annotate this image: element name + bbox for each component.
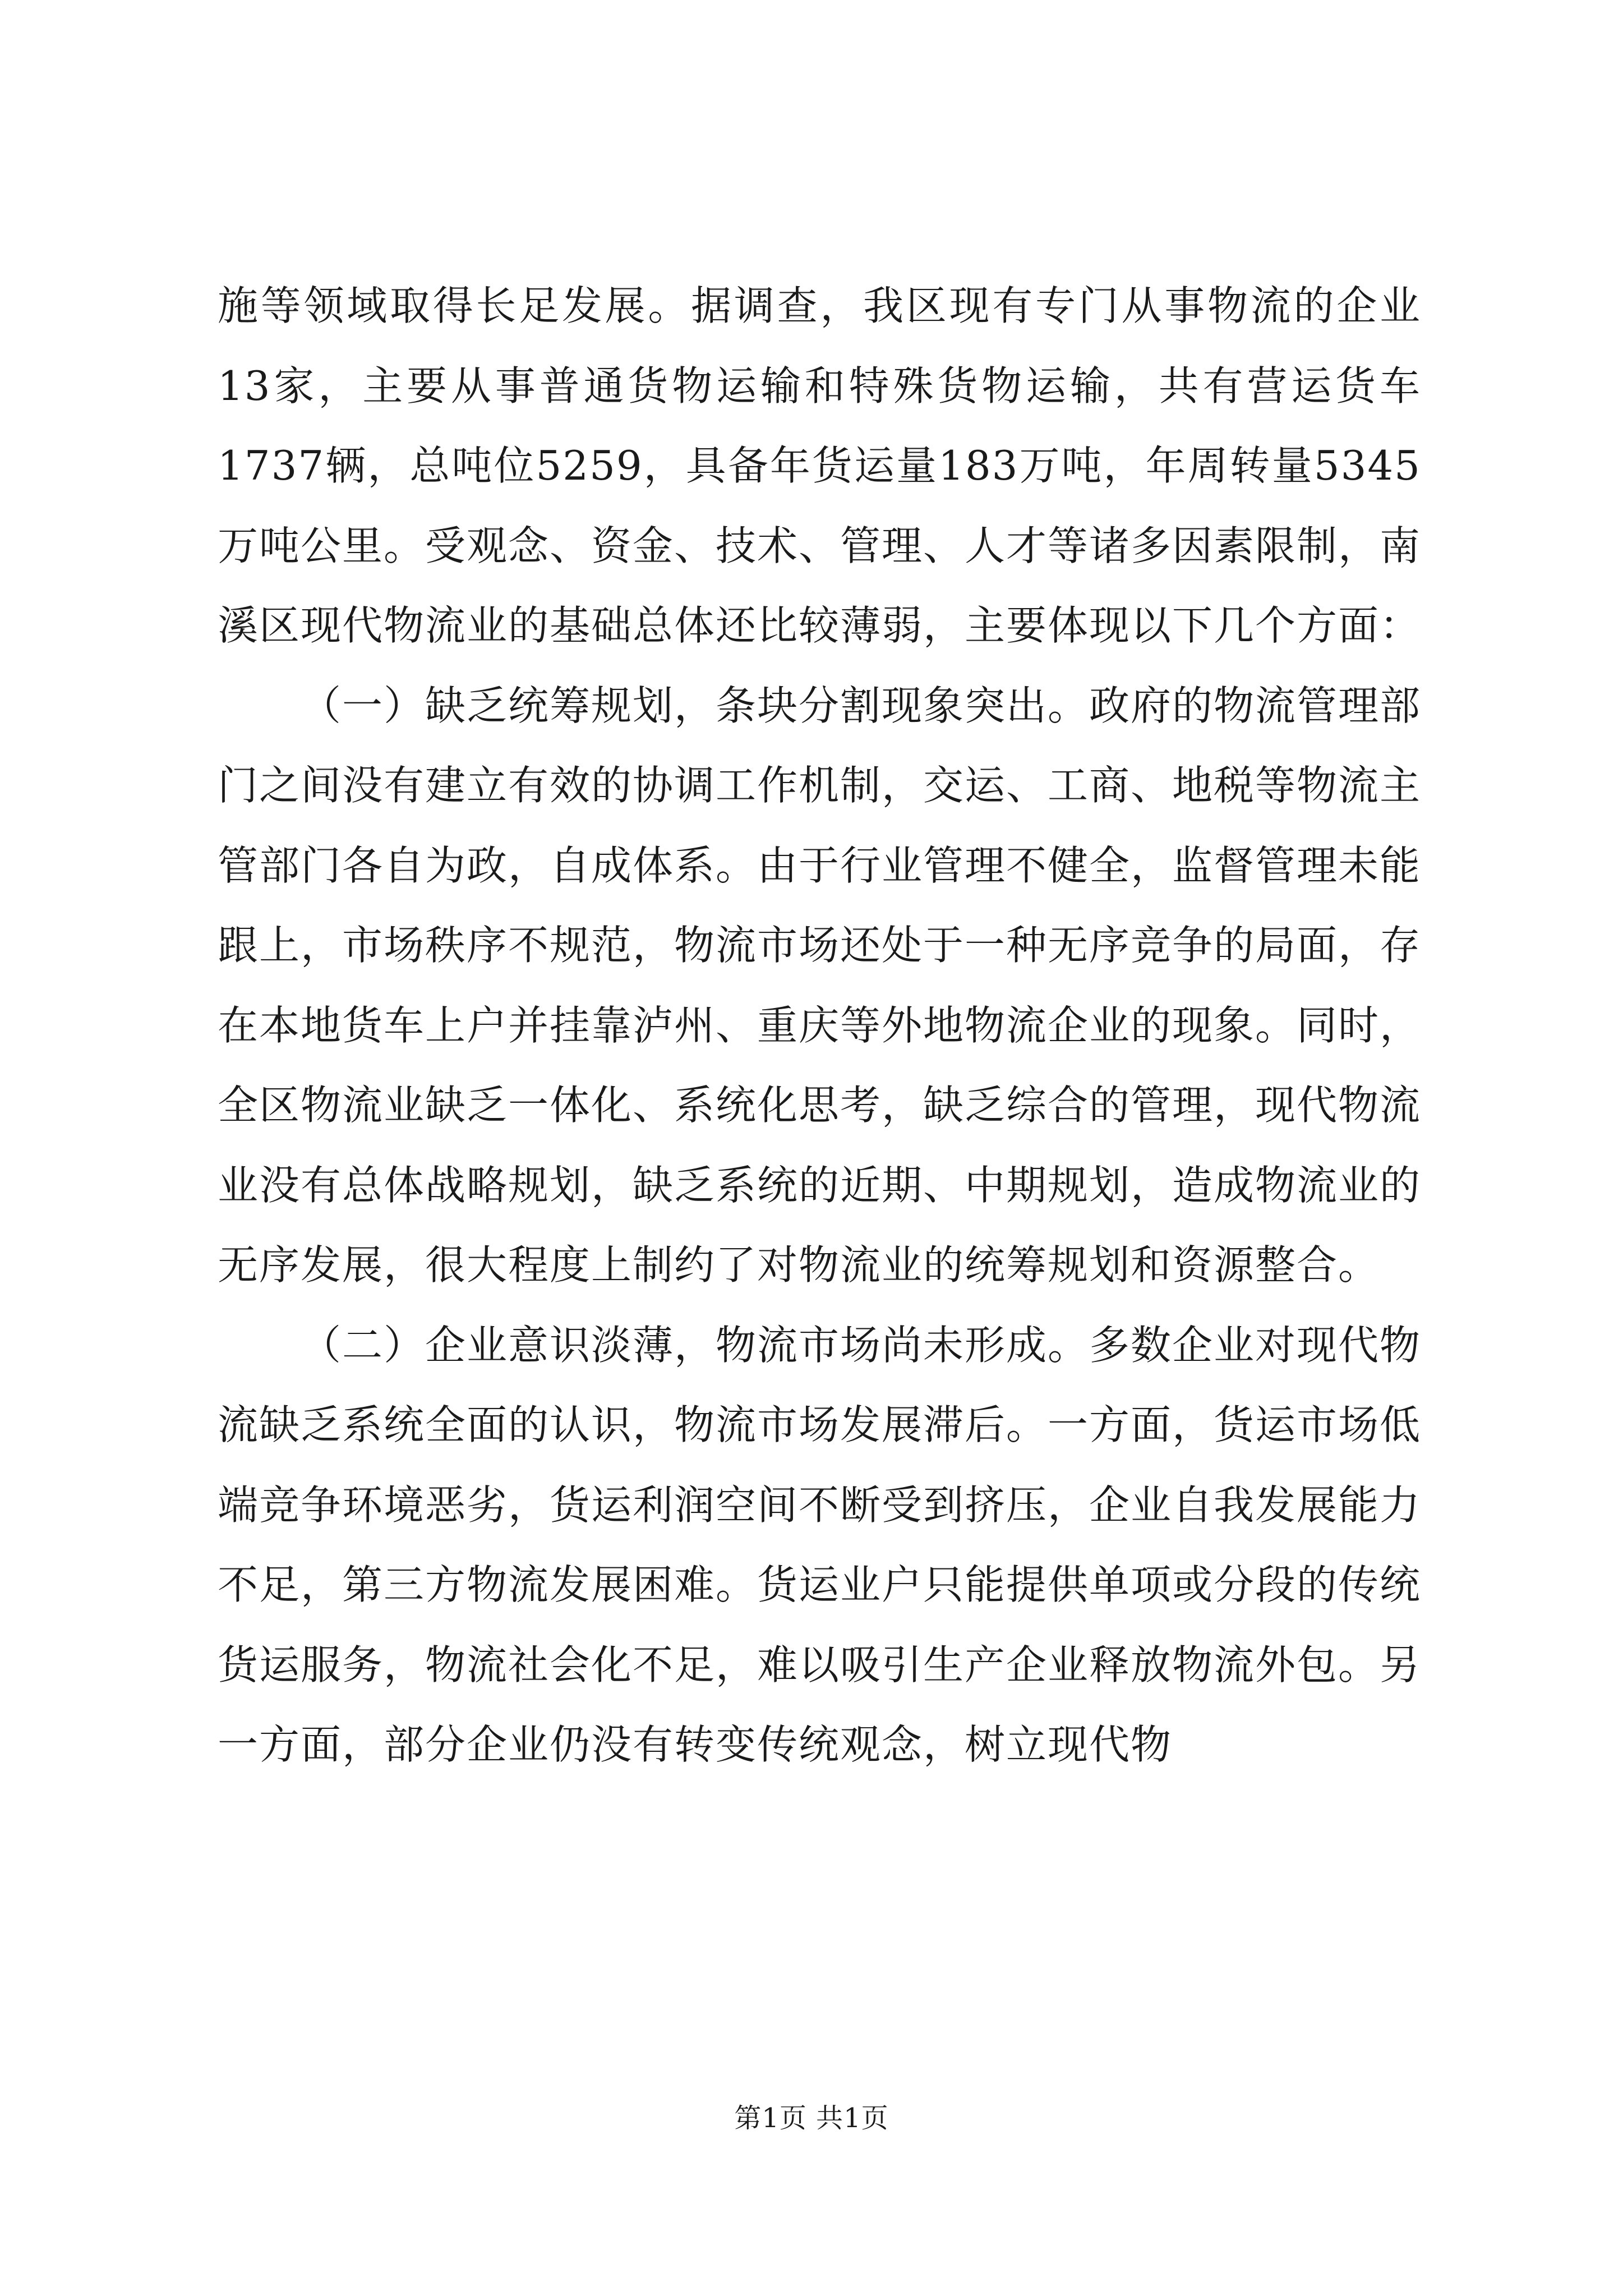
paragraph-section-1: （一）缺乏统筹规划，条块分割现象突出。政府的物流管理部门之间没有建立有效的协调工作机制，交运、工商、地税等物流主管部门各自为政，自成体系。由于行业管理不健全，监督管理未能跟上，市场秩序不规范，物流市场还处于一种无序竞争的局面，存在本地货车上户并挂靠泸州、重庆等外地物流企业的现象。同时，全区物流业缺乏一体化、系统化思考，缺乏综合的管理，现代物流业没有总体战略规划，缺乏系统的近期、中期规划，造成物流业的无序发展，很大程度上制约了对物流业的统筹规划和资源整合。 (218, 682, 1422, 1289)
paragraph-section-2: （二）企业意识淡薄，物流市场尚未形成。多数企业对现代物流缺乏系统全面的认识，物流市场发展滞后。一方面，货运市场低端竞争环境恶劣，货运利润空间不断受到挤压，企业自我发展能力不足，第三方物流发展困难。货运业户只能提供单项或分段的传统货运服务，物流社会化不足，难以吸引生产企业释放物流外包。另一方面，部分企业仍没有转变传统观念，树立现代物 (218, 1321, 1422, 1768)
document-body (218, 266, 1421, 1785)
page-footer: 第1页 共1页 (734, 2102, 889, 2134)
paragraph-intro: 施等领域取得长足发展。据调查，我区现有专门从事物流的企业13家，主要从事普通货物运输和特殊货物运输，共有营运货车1737辆，总吨位5259，具备年货运量183万吨，年周转量5345万吨公里。受观念、资金、技术、管理、人才等诸多因素限制，南溪区现代物流业的基础总体还比较薄弱，主要体现以下几个方面： (218, 282, 1422, 649)
